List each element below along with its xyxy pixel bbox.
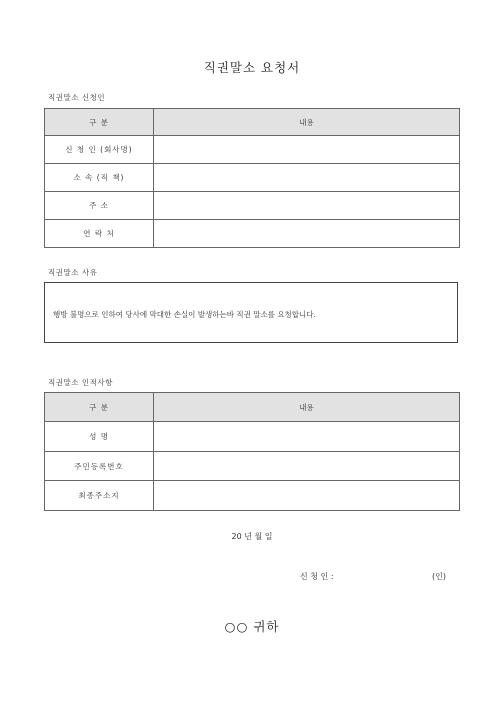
table-header-row bbox=[45, 393, 460, 422]
table-header-row bbox=[45, 109, 460, 136]
row-label-applicant: 신 청 인 (회사명) bbox=[45, 136, 154, 164]
header-content: 내용 bbox=[154, 393, 460, 422]
row-label-last-address: 최종주소지 bbox=[45, 481, 154, 511]
header-category: 구 분 bbox=[45, 109, 154, 136]
header-category: 구 분 bbox=[45, 393, 154, 422]
table-row bbox=[45, 422, 460, 452]
reason-text: 행방 불명으로 인하여 당사에 막대한 손실이 발생하는바 직권 말소를 요청합니다. bbox=[53, 310, 316, 319]
table-row bbox=[45, 481, 460, 511]
row-label-name: 성 명 bbox=[45, 422, 154, 452]
seal-mark: (인) bbox=[432, 572, 446, 581]
reason-box[interactable] bbox=[44, 282, 458, 343]
header-content: 내용 bbox=[154, 109, 460, 136]
reason-section-label: 직권말소 사유 bbox=[48, 268, 98, 277]
target-section-label: 직권말소 인적사항 bbox=[48, 378, 113, 387]
contact-field[interactable] bbox=[154, 220, 460, 248]
address-field[interactable] bbox=[154, 192, 460, 220]
document-title: 직권말소 요청서 bbox=[203, 60, 301, 75]
table-row bbox=[45, 452, 460, 481]
table-row bbox=[45, 192, 460, 220]
applicant-table bbox=[44, 108, 460, 248]
recipient: ○○ 귀하 bbox=[224, 619, 280, 634]
signer-line bbox=[300, 571, 446, 582]
date-line: 20 년 월 일 bbox=[231, 532, 273, 541]
applicant-section-label: 직권말소 신청인 bbox=[48, 93, 106, 102]
target-table bbox=[44, 392, 460, 511]
last-address-field[interactable] bbox=[154, 481, 460, 511]
row-label-contact: 연 락 처 bbox=[45, 220, 154, 248]
table-row bbox=[45, 136, 460, 164]
table-row bbox=[45, 220, 460, 248]
row-label-address: 주 소 bbox=[45, 192, 154, 220]
table-row bbox=[45, 164, 460, 192]
row-label-resident-number: 주민등록번호 bbox=[45, 452, 154, 481]
affiliation-field[interactable] bbox=[154, 164, 460, 192]
name-field[interactable] bbox=[154, 422, 460, 452]
applicant-name-field[interactable] bbox=[154, 136, 460, 164]
row-label-affiliation: 소 속 (직 책) bbox=[45, 164, 154, 192]
signer-label: 신 청 인 : bbox=[300, 572, 334, 581]
resident-number-field[interactable] bbox=[154, 452, 460, 481]
